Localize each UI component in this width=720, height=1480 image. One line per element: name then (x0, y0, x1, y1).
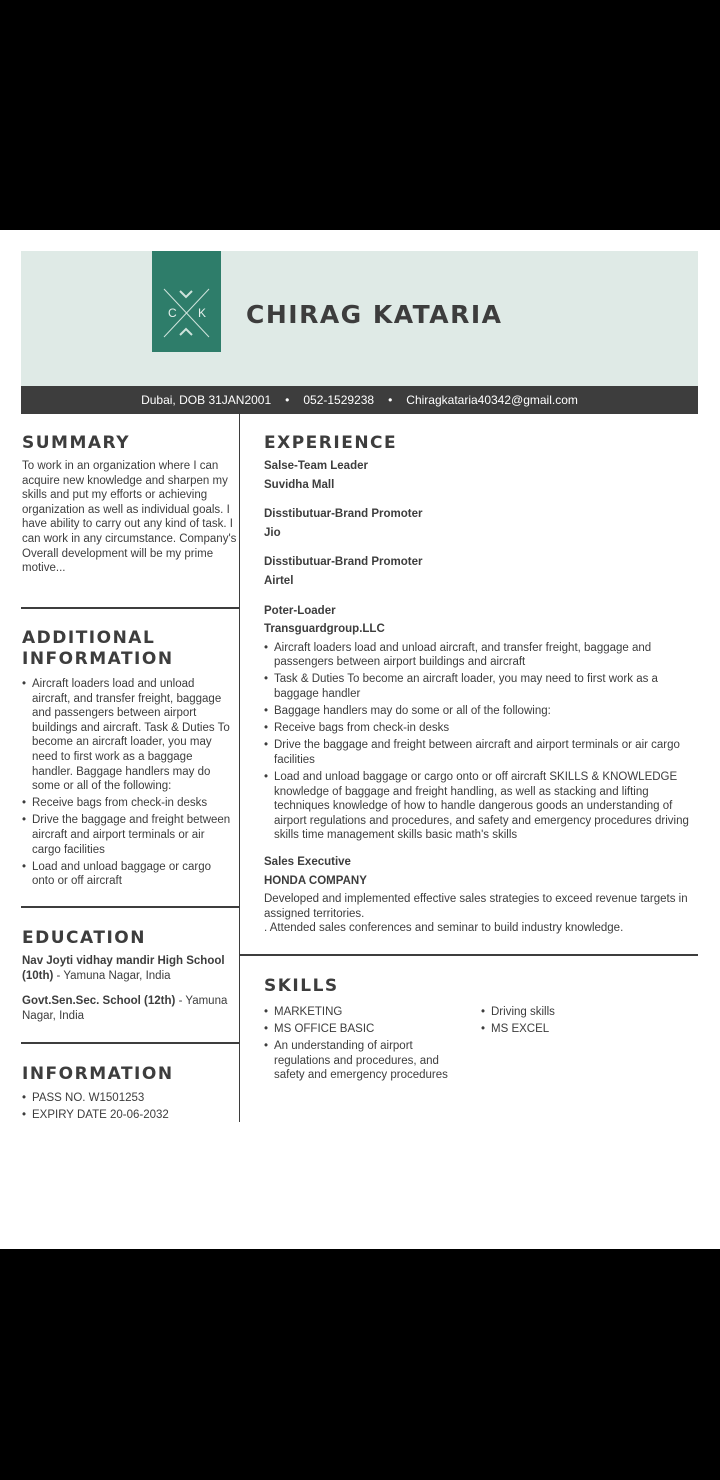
information-section (22, 1064, 234, 1125)
job-company: HONDA COMPANY (264, 874, 367, 887)
separator-dot: • (388, 393, 393, 407)
section-divider (21, 607, 239, 609)
skills-section (264, 976, 698, 1085)
information-heading: INFORMATION (22, 1064, 174, 1084)
job-title: Salse-Team Leader (264, 460, 368, 472)
list-item: • EXPIRY DATE 20-06-2032 (22, 1108, 234, 1123)
school-location: - Yamuna Nagar, India (22, 995, 228, 1022)
job-company: Transguardgroup.LLC (264, 623, 385, 636)
email-address: Chiragkataria40342@gmail.com (406, 393, 578, 407)
education-entry (22, 994, 234, 1023)
summary-heading: SUMMARY (22, 433, 131, 453)
list-item: • Receive bags from check-in desks (22, 796, 234, 811)
section-divider (21, 1042, 239, 1044)
summary-section (22, 433, 237, 576)
skill-item: • An understanding of airport regulations and procedures, and safety and emergency procedures (264, 1039, 464, 1083)
summary-text: To work in an organization where I can acquire new knowledge and sharpen my skills and put my efforts or achieving organization as well as individual goals. I have ability to carry out any kind of task. I can work in any circumstance. Company's Overall development will be my prime motive... (22, 460, 237, 575)
school-name: Nav Joyti vidhay mandir High School (10th) (22, 955, 225, 982)
job-title: Poter-Loader (264, 604, 336, 617)
additional-section (22, 628, 234, 891)
information-list (22, 1091, 234, 1123)
list-item: • Task & Duties To become an aircraft loader, you may need to first work as a baggage handler (264, 672, 696, 701)
monogram-logo (152, 251, 221, 352)
list-item: • Drive the baggage and freight between aircraft and airport terminals or air cargo facilities (264, 738, 696, 767)
job-title: Sales Executive (264, 855, 351, 868)
list-item: • Load and unload baggage or cargo onto or off aircraft SKILLS & KNOWLEDGE knowledge of baggage and freight handling, as well as stacking and lifting techniques knowledge of how to handle dangerous goods an understanding of airport regulations and procedures, and safety and emergency procedures driving skills time management skills basic math's skills (264, 770, 696, 843)
column-divider (239, 414, 240, 1122)
job-entry (264, 507, 696, 540)
job-company: Suvidha Mall (264, 478, 335, 491)
skills-list (264, 1005, 464, 1085)
job-title: Disstibutuar-Brand Promoter (264, 508, 423, 521)
location-dob: Dubai, DOB 31JAN2001 (141, 393, 272, 407)
candidate-name: CHIRAG KATARIA (246, 300, 503, 329)
list-item: • Aircraft loaders load and unload aircraft, and transfer freight, baggage and passengers between airport buildings and aircraft. Task & Duties To become an aircraft loader, you may need to first work as a baggage handler. Baggage handlers may do some or all of the following: (22, 677, 234, 794)
experience-section (264, 433, 696, 936)
school-location: - Yamuna Nagar, India (53, 969, 171, 982)
job-description: . Attended sales conferences and seminar to build industry knowledge. (264, 922, 624, 935)
skill-item: • Driving skills (481, 1005, 681, 1020)
section-divider (239, 954, 698, 956)
job-entry (264, 555, 696, 588)
monogram-letter-right: K (198, 306, 207, 320)
job-title: Disstibutuar-Brand Promoter (264, 556, 423, 569)
school-name: Govt.Sen.Sec. School (12th) (22, 995, 176, 1008)
job-description: Developed and implemented effective sales strategies to exceed revenue targets in assigned territories. (264, 893, 688, 920)
education-section (22, 928, 234, 1023)
job-entry (264, 459, 696, 492)
monogram-letter-left: C (168, 306, 177, 320)
list-item: • Aircraft loaders load and unload aircraft, and transfer freight, baggage and passengers between airport buildings and aircraft (264, 641, 696, 670)
job-entry (264, 604, 696, 843)
additional-heading-line2: INFORMATION (22, 649, 174, 669)
experience-heading: EXPERIENCE (264, 433, 398, 453)
list-item: • Baggage handlers may do some or all of the following: (264, 704, 696, 719)
education-entry (22, 954, 234, 983)
skills-list (481, 1005, 681, 1085)
additional-heading-line1: ADDITIONAL (22, 628, 156, 648)
list-item: • PASS NO. W1501253 (22, 1091, 234, 1106)
skill-item: • MARKETING (264, 1005, 464, 1020)
skill-item: • MS EXCEL (481, 1022, 681, 1037)
education-heading: EDUCATION (22, 928, 146, 948)
contact-bar (21, 386, 698, 414)
list-item: • Receive bags from check-in desks (264, 721, 696, 736)
additional-list (22, 677, 234, 889)
phone-number: 052-1529238 (303, 393, 375, 407)
separator-dot: • (285, 393, 290, 407)
job-company: Jio (264, 526, 281, 539)
job-entry (264, 855, 696, 936)
job-company: Airtel (264, 574, 294, 587)
skill-item: • MS OFFICE BASIC (264, 1022, 464, 1037)
list-item: • Load and unload baggage or cargo onto or off aircraft (22, 860, 234, 889)
section-divider (21, 906, 239, 908)
skills-columns (264, 1005, 698, 1085)
job-duties-list (264, 641, 696, 843)
resume-page (0, 230, 720, 1249)
list-item: • Drive the baggage and freight between aircraft and airport terminals or air cargo facilities (22, 813, 234, 857)
skills-heading: SKILLS (264, 976, 339, 996)
